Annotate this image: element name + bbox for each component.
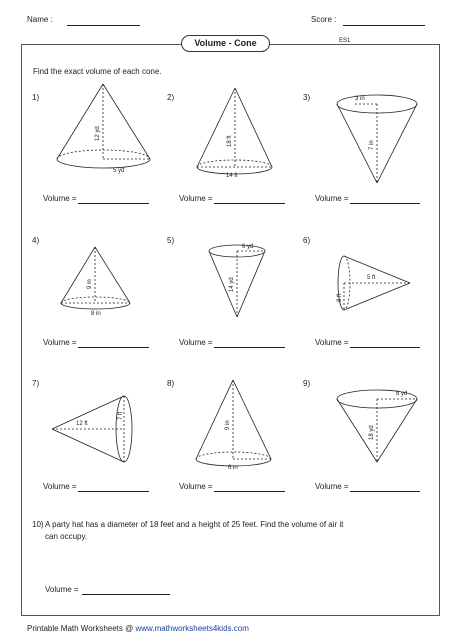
answer-line-10[interactable] [82, 594, 170, 595]
height-label: 5 ft [367, 275, 376, 281]
word-problem-text: A party hat has a diameter of 18 feet and a height of 25 feet. Find the volume of air it [45, 520, 344, 529]
problem-number: 9) [303, 379, 311, 388]
problem-number: 6) [303, 236, 311, 245]
volume-label: Volume = [315, 194, 349, 203]
score-label: Score : [311, 15, 337, 24]
problem-number: 7) [32, 379, 40, 388]
volume-label: Volume = [43, 194, 77, 203]
height-label: 12 ft [76, 421, 88, 427]
height-label: 18 ft [227, 135, 233, 147]
height-label: 7 in [369, 140, 375, 150]
footer [27, 624, 249, 633]
height-label: 9 in [225, 420, 231, 430]
answer-line-6[interactable] [350, 347, 420, 348]
answer-line-9[interactable] [350, 491, 420, 492]
answer-line-5[interactable] [214, 347, 285, 348]
problem-number: 10) [32, 520, 44, 529]
name-label: Name : [27, 15, 53, 24]
volume-label: Volume = [315, 482, 349, 491]
height-label: 18 yd [369, 425, 375, 440]
volume-label: Volume = [43, 338, 77, 347]
radius-label: 6 in [228, 465, 238, 471]
word-problem-text: can occupy. [45, 532, 88, 541]
diameter-label: 8 yd [396, 391, 408, 397]
height-label: 12 yd [95, 126, 101, 141]
worksheet-code: ES1 [339, 38, 351, 44]
diameter-label: 14 ft [226, 173, 238, 179]
volume-label: Volume = [179, 338, 213, 347]
problem-number: 2) [167, 93, 175, 102]
problem-number: 4) [32, 236, 40, 245]
diameter-label: 8 in [91, 311, 101, 317]
answer-line-8[interactable] [214, 491, 285, 492]
problem-number: 1) [32, 93, 40, 102]
radius-label: 3 in [355, 96, 365, 102]
volume-label: Volume = [179, 194, 213, 203]
problem-number: 5) [167, 236, 175, 245]
radius-label: 6 yd [242, 244, 254, 250]
answer-line-3[interactable] [350, 203, 420, 204]
answer-line-2[interactable] [214, 203, 285, 204]
height-label: 14 yd [229, 277, 235, 292]
worksheet-title: Volume - Cone [181, 35, 270, 52]
volume-label: Volume = [179, 482, 213, 491]
footer-url[interactable]: www.mathworksheets4kids.com [135, 624, 249, 633]
radius-label: 8 ft [337, 293, 343, 302]
height-label: 9 in [87, 279, 93, 289]
volume-label: Volume = [43, 482, 77, 491]
problem-number: 8) [167, 379, 175, 388]
answer-line-1[interactable] [78, 203, 149, 204]
volume-label: Volume = [45, 585, 79, 594]
problem-number: 3) [303, 93, 311, 102]
instruction-text: Find the exact volume of each cone. [33, 67, 162, 76]
volume-label: Volume = [315, 338, 349, 347]
footer-prefix: Printable Math Worksheets @ [27, 624, 134, 633]
answer-line-7[interactable] [78, 491, 149, 492]
radius-label: 5 yd [113, 168, 125, 174]
answer-line-4[interactable] [78, 347, 149, 348]
diameter-label: 7 ft [118, 411, 124, 420]
